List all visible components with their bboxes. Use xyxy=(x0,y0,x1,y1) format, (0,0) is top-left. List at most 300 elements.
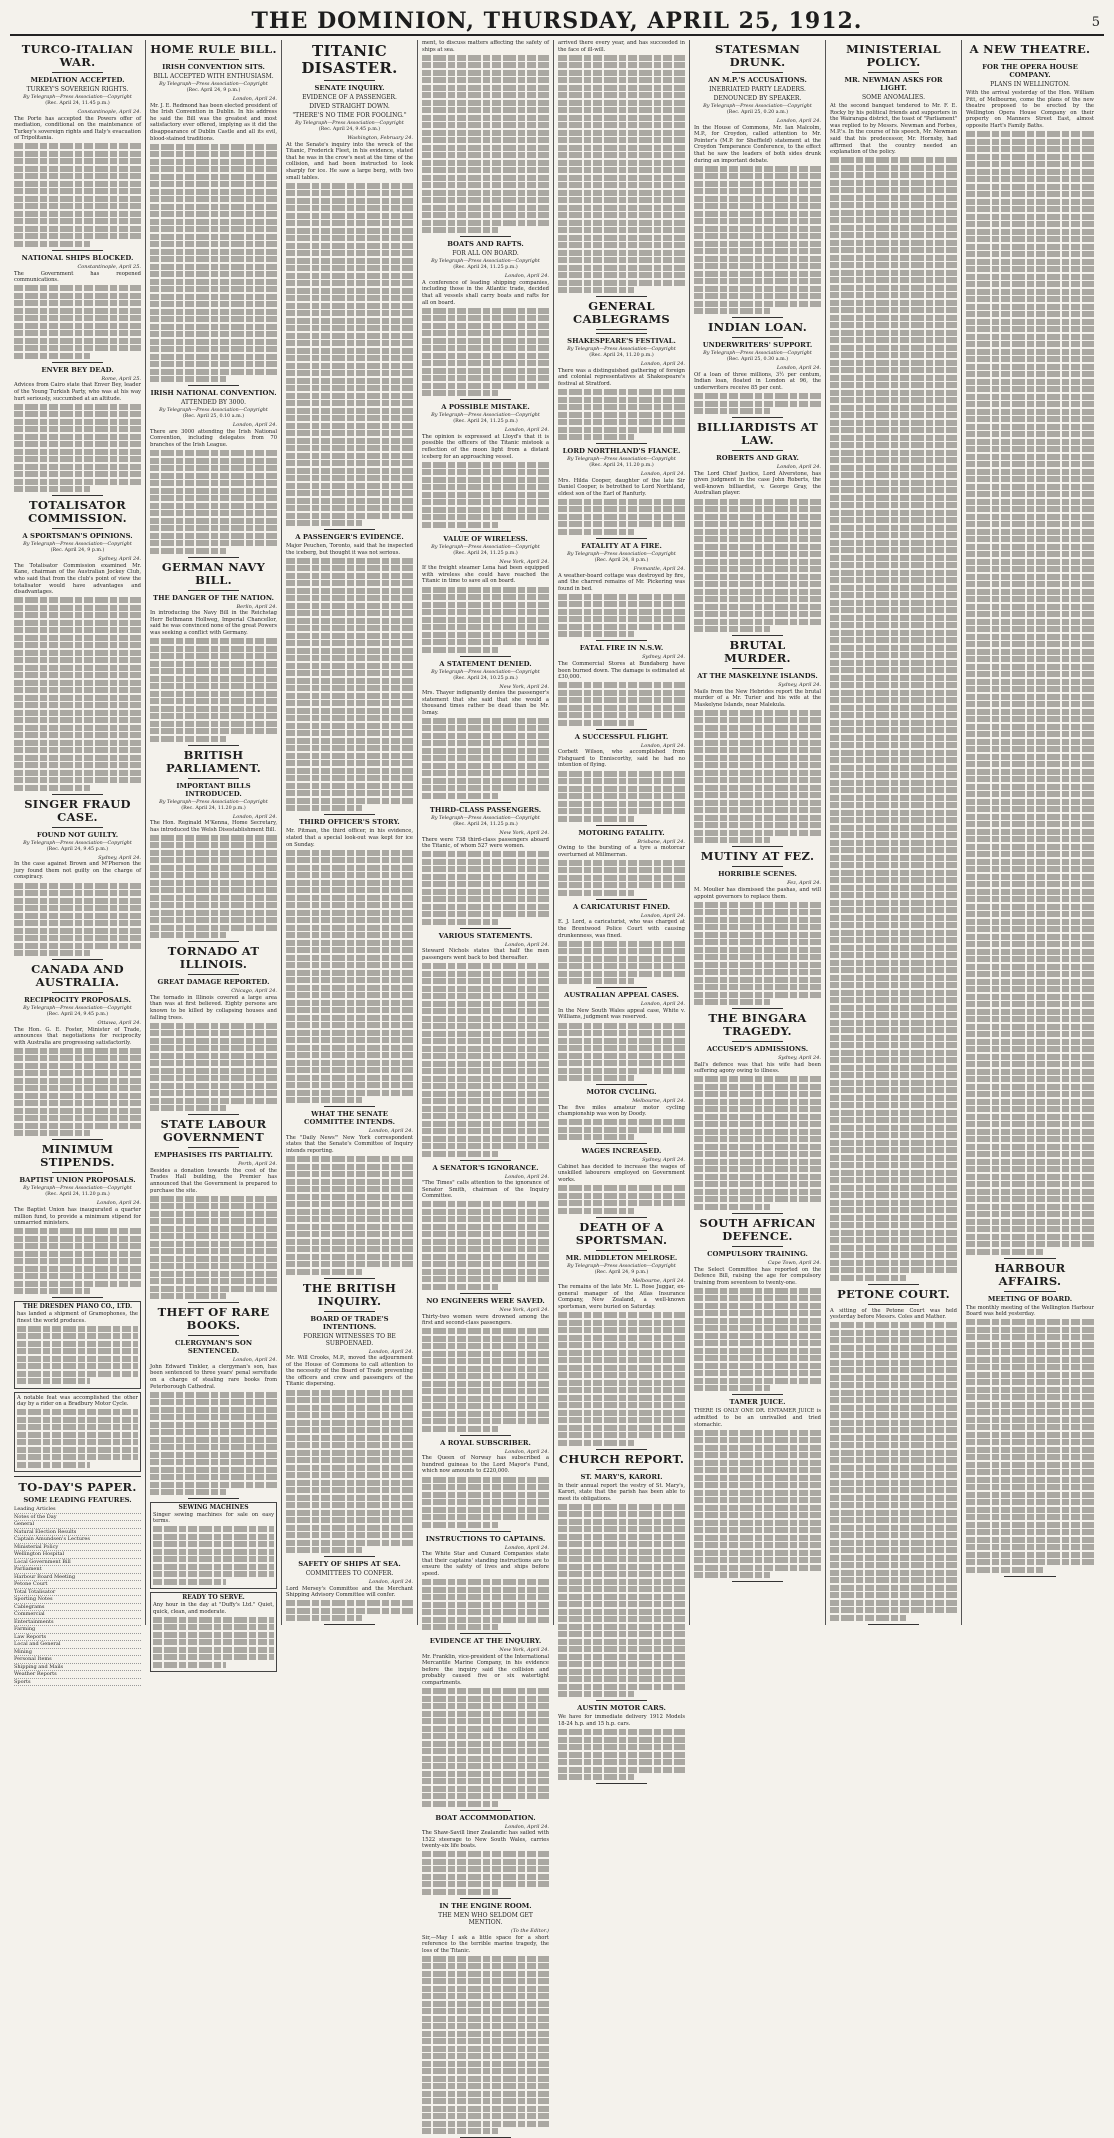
text-line xyxy=(558,1030,685,1036)
article-text: The tornado in Illinois covered a large area than was at first believed. Eighty persons are known to be killed by collapsing houses and falling trees. xyxy=(150,994,277,1021)
text-line xyxy=(558,1511,685,1517)
text-line xyxy=(558,808,685,814)
text-line xyxy=(830,847,957,853)
text-line xyxy=(286,1030,413,1036)
text-line xyxy=(286,355,413,361)
text-line xyxy=(150,264,277,270)
text-line xyxy=(286,333,413,339)
text-line xyxy=(422,986,549,992)
text-line xyxy=(286,1405,413,1411)
text-line xyxy=(422,175,549,181)
text-line xyxy=(286,1201,413,1207)
contents-item xyxy=(14,1536,141,1544)
text-line xyxy=(558,1193,685,1199)
text-line xyxy=(422,190,549,196)
headline-rule xyxy=(732,450,783,451)
text-line xyxy=(830,165,957,171)
article-divider xyxy=(460,1531,511,1532)
text-line xyxy=(694,574,821,580)
article xyxy=(558,829,685,900)
article-place: Ottawa, April 24. xyxy=(97,1020,141,1027)
text-line xyxy=(830,1110,957,1116)
headline-rule xyxy=(1004,59,1055,60)
text-line xyxy=(150,159,277,165)
text-line xyxy=(694,984,821,990)
text-line xyxy=(286,1179,413,1185)
text-line xyxy=(694,566,821,572)
article-subheading: CLERGYMAN'S SON SENTENCED. xyxy=(174,1339,253,1356)
text-line xyxy=(966,371,1094,377)
text-line xyxy=(422,1038,549,1044)
column-6 xyxy=(690,40,826,1625)
text-line xyxy=(14,471,141,477)
text-line xyxy=(422,1224,549,1230)
text-line xyxy=(150,256,277,262)
article-divider xyxy=(460,399,511,400)
text-line xyxy=(150,503,277,509)
contents-item xyxy=(14,1611,141,1619)
text-line xyxy=(558,521,685,527)
text-line xyxy=(422,1609,549,1615)
article-text: Sir,—May I ask a little space for a short reference to the terrible marine tragedy, the loss of the Titanic. xyxy=(422,1934,549,1954)
text-line xyxy=(966,679,1094,685)
article-subheading: SENATE INQUIRY. xyxy=(314,84,385,92)
text-line xyxy=(422,1381,549,1387)
text-line xyxy=(286,595,413,601)
article-divider xyxy=(52,362,103,363)
article xyxy=(694,639,821,847)
article-divider xyxy=(460,1435,511,1436)
column-5 xyxy=(554,40,690,1727)
text-line xyxy=(422,1426,498,1432)
text-line xyxy=(558,182,685,188)
text-line xyxy=(422,2113,549,2119)
text-line xyxy=(830,1585,957,1591)
text-line xyxy=(153,1541,274,1547)
column-3 xyxy=(282,40,418,1625)
text-line xyxy=(694,188,821,194)
article-divider xyxy=(324,1106,375,1107)
article-text: Besides a donation towards the cost of the Trades Hall building, the Premier has announced that the Government is prepared to purchase the site. xyxy=(150,1167,277,1194)
text-line xyxy=(694,1348,821,1354)
text-line xyxy=(830,1412,957,1418)
text-line xyxy=(558,190,685,196)
text-line xyxy=(966,491,1094,497)
article xyxy=(694,1217,821,1395)
text-line xyxy=(694,815,821,821)
text-line xyxy=(830,1222,957,1228)
article-text: In the case against Brown and M'Pherson the jury found them not guilty on the charge of conspiracy. xyxy=(14,861,141,881)
column-1 xyxy=(10,40,146,1685)
text-line xyxy=(830,1322,957,1328)
article-place: Sydney, April 24. xyxy=(642,654,685,661)
article-place: Sydney, April 24. xyxy=(98,556,141,563)
article-text: Mr. Will Crooks, M.P., moved the adjournment of the House of Commons to call attention to the necessity of the Board of Trade preventing the officers and crew and passengers of the Titanic dispersing. xyxy=(286,1355,413,1388)
text-line xyxy=(966,1507,1094,1513)
article-subheading: COMMITTEES TO CONFER. xyxy=(305,1570,394,1578)
text-line xyxy=(694,1114,821,1120)
text-line xyxy=(14,1055,141,1061)
text-line xyxy=(422,1328,549,1334)
text-line xyxy=(14,890,141,896)
text-line xyxy=(286,708,413,714)
text-line xyxy=(966,829,1094,835)
headline-rule xyxy=(188,1335,239,1336)
text-line xyxy=(694,248,821,254)
text-line xyxy=(830,682,957,688)
headline-rule xyxy=(188,974,239,975)
article xyxy=(694,43,821,318)
text-line xyxy=(422,755,549,761)
article-headline: STATESMAN DRUNK. xyxy=(714,42,801,69)
text-line xyxy=(830,240,957,246)
text-line xyxy=(150,661,277,667)
text-line xyxy=(694,1385,770,1391)
text-line xyxy=(966,1529,1094,1535)
article-subheading: ST. MARY'S, KARORI. xyxy=(580,1472,663,1481)
text-line xyxy=(422,1031,549,1037)
article xyxy=(558,733,685,826)
text-line xyxy=(422,1978,549,1984)
text-line xyxy=(694,969,821,975)
article-text: The Totalisator Commission examined Mr. Kane, chairman of the Australian Jockey Club, who said that from the club's point of view the totalisator would have advantages and disadvantages. xyxy=(14,562,141,596)
text-line xyxy=(286,438,413,444)
text-line xyxy=(150,324,277,330)
text-line xyxy=(694,263,821,269)
text-line xyxy=(422,1514,549,1520)
text-line xyxy=(694,559,821,565)
text-line xyxy=(286,895,413,901)
article-divider xyxy=(596,296,647,297)
text-line xyxy=(830,1502,957,1508)
text-line xyxy=(14,1273,141,1279)
text-line xyxy=(422,2053,549,2059)
article-subheading: A ROYAL SUBSCRIBER. xyxy=(440,1438,531,1447)
text-line xyxy=(14,330,141,336)
text-line xyxy=(694,762,821,768)
text-line xyxy=(558,1432,685,1438)
article-divider xyxy=(732,1008,783,1009)
text-line xyxy=(694,710,821,716)
text-line xyxy=(286,318,413,324)
text-line xyxy=(150,1437,277,1443)
text-line xyxy=(830,1615,906,1621)
text-line xyxy=(966,694,1094,700)
article-text: In the New South Wales appeal case, White v. Williams, judgment was reserved. xyxy=(558,1007,685,1021)
article-subheading: FOR THE OPERA HOUSE COMPANY. xyxy=(982,63,1078,79)
text-line xyxy=(830,892,957,898)
text-line xyxy=(558,690,685,696)
text-line xyxy=(558,963,685,969)
text-line xyxy=(694,1106,821,1112)
article-place: London, April 24. xyxy=(232,422,277,429)
text-line xyxy=(830,1042,957,1048)
article-text: We have for immediate delivery 1912 Models 18-24 h.p. and 15 h.p. cars. xyxy=(558,1714,685,1727)
text-line xyxy=(830,570,957,576)
article-divider xyxy=(732,317,783,318)
article-divider xyxy=(732,417,783,418)
text-line xyxy=(286,1246,413,1252)
article xyxy=(422,660,549,803)
article xyxy=(286,533,413,815)
text-line xyxy=(830,660,957,666)
headline-rule xyxy=(188,1147,239,1148)
text-line xyxy=(286,932,413,938)
headline-rule xyxy=(732,72,783,73)
text-line xyxy=(966,146,1094,152)
text-line xyxy=(830,825,957,831)
article xyxy=(422,1814,549,1899)
article-text: The Select Committee has reported on the Defence Bill, raising the age for compulsory training from seventeen to twenty-one. xyxy=(694,1266,821,1286)
text-line xyxy=(150,1399,277,1405)
contents-item xyxy=(14,1671,141,1679)
article xyxy=(558,1221,685,1450)
text-line xyxy=(966,1234,1094,1240)
article-headline: BRUTAL MURDER. xyxy=(724,638,791,665)
article-text: The opinion is expressed at Lloyd's that it is possible the officers of the Titanic mistook a reflection of the moon light from a distant iceberg for an approaching vessel. xyxy=(422,433,549,460)
article-place: London, April 24. xyxy=(232,1357,277,1364)
text-line xyxy=(422,1986,549,1992)
text-line xyxy=(966,574,1094,580)
text-line xyxy=(150,1392,277,1398)
text-line xyxy=(286,1532,413,1538)
column-7 xyxy=(826,40,962,1625)
text-line xyxy=(694,1355,821,1361)
text-line xyxy=(558,427,685,433)
text-line xyxy=(422,1098,549,1104)
text-line xyxy=(966,1136,1094,1142)
headline-rule xyxy=(188,590,239,591)
text-line xyxy=(422,904,549,910)
text-line xyxy=(422,477,549,483)
text-line xyxy=(558,205,685,211)
headline-rule xyxy=(596,1469,647,1470)
text-line xyxy=(286,1450,413,1456)
text-line xyxy=(830,667,957,673)
article xyxy=(286,818,413,1107)
text-line xyxy=(422,1477,549,1483)
text-line xyxy=(558,1380,685,1386)
text-line xyxy=(150,510,277,516)
text-line xyxy=(830,1330,957,1336)
article xyxy=(286,43,413,530)
text-line xyxy=(830,690,957,696)
article-subheading: MR. MIDDLETON MELROSE. xyxy=(565,1253,678,1262)
article-text: Ball's defence was that his wife had been suffering agony owing to illness. xyxy=(694,1061,821,1075)
text-line xyxy=(286,1517,413,1523)
text-line xyxy=(830,300,957,306)
text-line xyxy=(966,1364,1094,1370)
text-line xyxy=(966,604,1094,610)
article-subheading: MEETING OF BOARD. xyxy=(987,1294,1073,1303)
text-line xyxy=(14,755,141,761)
contents-item xyxy=(14,1679,141,1687)
text-line xyxy=(422,2008,549,2014)
text-line xyxy=(558,771,685,777)
text-line xyxy=(830,600,957,606)
text-line xyxy=(286,872,413,878)
text-line xyxy=(694,218,821,224)
text-line xyxy=(830,592,957,598)
text-line xyxy=(694,1204,770,1210)
text-line xyxy=(966,506,1094,512)
text-line xyxy=(422,889,549,895)
text-line xyxy=(966,1211,1094,1217)
text-line xyxy=(286,1000,413,1006)
article xyxy=(694,1012,821,1214)
text-line xyxy=(966,349,1094,355)
article-subheading: TURKEY'S SOVEREIGN RIGHTS. xyxy=(26,86,129,93)
article-dateline: (Rec. April 24, 10.25 p.m.) xyxy=(453,675,518,681)
text-line xyxy=(830,375,957,381)
text-line xyxy=(966,889,1094,895)
article-place: Washington, February 24. xyxy=(347,135,413,141)
text-line xyxy=(150,1293,226,1299)
text-line xyxy=(286,468,413,474)
text-line xyxy=(422,1956,549,1962)
text-line xyxy=(150,189,277,195)
article-divider xyxy=(596,538,647,539)
text-line xyxy=(830,720,957,726)
text-line xyxy=(694,807,821,813)
text-line xyxy=(286,1510,413,1516)
contents-item-label: Wellington Hospital xyxy=(14,1551,65,1558)
text-line xyxy=(14,695,141,701)
text-line xyxy=(150,1444,277,1450)
text-line xyxy=(14,905,141,911)
text-line xyxy=(966,461,1094,467)
text-line xyxy=(422,748,549,754)
text-line xyxy=(558,62,685,68)
text-line xyxy=(694,725,821,731)
article-divider xyxy=(596,333,647,334)
text-line xyxy=(830,255,957,261)
article xyxy=(558,337,685,444)
article-divider xyxy=(732,1581,783,1582)
article-dateline: (Rec. April 24, 8 p.m.) xyxy=(594,557,649,563)
text-line xyxy=(14,196,141,202)
text-line xyxy=(966,776,1094,782)
text-line xyxy=(422,881,549,887)
text-line xyxy=(558,793,685,799)
text-line xyxy=(830,262,957,268)
text-line xyxy=(422,1046,549,1052)
text-line xyxy=(694,226,821,232)
text-line xyxy=(286,902,413,908)
text-line xyxy=(558,1564,685,1570)
article-byline: By Telegraph—Press Association—Copyright xyxy=(431,259,540,265)
article-divider xyxy=(460,802,511,803)
article-divider xyxy=(596,825,647,826)
text-line xyxy=(150,548,226,554)
text-line xyxy=(694,1542,821,1548)
text-line xyxy=(694,173,821,179)
text-line xyxy=(286,295,413,301)
text-line xyxy=(966,1432,1094,1438)
text-line xyxy=(558,130,685,136)
article-byline: By Telegraph—Press Association—Copyright xyxy=(567,1263,676,1269)
text-line xyxy=(830,1472,957,1478)
article-dateline: (Rec. April 24, 11.25 p.m.) xyxy=(453,265,518,271)
text-line xyxy=(966,1522,1094,1528)
text-line xyxy=(966,656,1094,662)
text-line xyxy=(558,1395,685,1401)
article-text: A sitting of the Petone Court was held yesterday before Messrs. Coles and Mather. xyxy=(830,1307,957,1321)
text-line xyxy=(966,851,1094,857)
text-line xyxy=(830,210,957,216)
article-byline: By Telegraph—Press Association—Copyright xyxy=(159,799,268,805)
article-dateline: (Rec. April 24, 11.20 p.m.) xyxy=(45,1192,110,1198)
contents-item-label: Petone Court xyxy=(14,1581,48,1588)
text-line xyxy=(830,1420,957,1426)
text-line xyxy=(14,1236,141,1242)
text-line xyxy=(422,785,549,791)
text-line xyxy=(694,301,821,307)
text-line xyxy=(830,457,957,463)
text-line xyxy=(966,671,1094,677)
contents-item xyxy=(14,1529,141,1537)
text-line xyxy=(14,211,141,217)
text-line xyxy=(286,798,413,804)
text-line xyxy=(150,850,277,856)
text-line xyxy=(558,1579,685,1585)
article-divider xyxy=(460,1633,511,1634)
article-subheading: EVIDENCE AT THE INQUIRY. xyxy=(429,1637,542,1646)
text-line xyxy=(422,1076,549,1082)
text-line xyxy=(150,1226,277,1232)
text-line xyxy=(422,866,549,872)
text-line xyxy=(422,484,549,490)
text-line xyxy=(286,1540,413,1546)
article-dateline: (Rec. April 24, 11.45 p.m.) xyxy=(45,101,110,106)
text-line xyxy=(150,361,277,367)
contents-item xyxy=(14,1551,141,1559)
text-line xyxy=(966,1039,1094,1045)
text-line xyxy=(150,1196,277,1202)
text-line xyxy=(830,1555,957,1561)
text-line xyxy=(966,259,1094,265)
text-line xyxy=(150,533,277,539)
text-line xyxy=(694,536,821,542)
article-place: Fremantle, April 24. xyxy=(633,565,685,572)
text-line xyxy=(694,1084,821,1090)
text-line xyxy=(830,607,957,613)
text-line xyxy=(830,862,957,868)
text-line xyxy=(966,1342,1094,1348)
text-line xyxy=(966,814,1094,820)
headline-rule xyxy=(868,1304,919,1305)
text-line xyxy=(830,1192,957,1198)
text-line xyxy=(558,55,685,61)
text-line xyxy=(286,790,413,796)
text-line xyxy=(830,307,957,313)
text-line xyxy=(966,1334,1094,1340)
text-line xyxy=(150,1474,277,1480)
text-line xyxy=(286,348,413,354)
article-byline: By Telegraph—Press Association—Copyright xyxy=(23,840,132,846)
text-line xyxy=(966,1492,1094,1498)
text-line xyxy=(966,229,1094,235)
text-line xyxy=(150,865,277,871)
text-line xyxy=(14,1115,141,1121)
text-line xyxy=(286,513,413,519)
text-line xyxy=(422,2046,549,2052)
text-line xyxy=(966,881,1094,887)
text-line xyxy=(966,1424,1094,1430)
text-line xyxy=(558,948,685,954)
text-line xyxy=(422,1594,549,1600)
text-line xyxy=(150,369,277,375)
